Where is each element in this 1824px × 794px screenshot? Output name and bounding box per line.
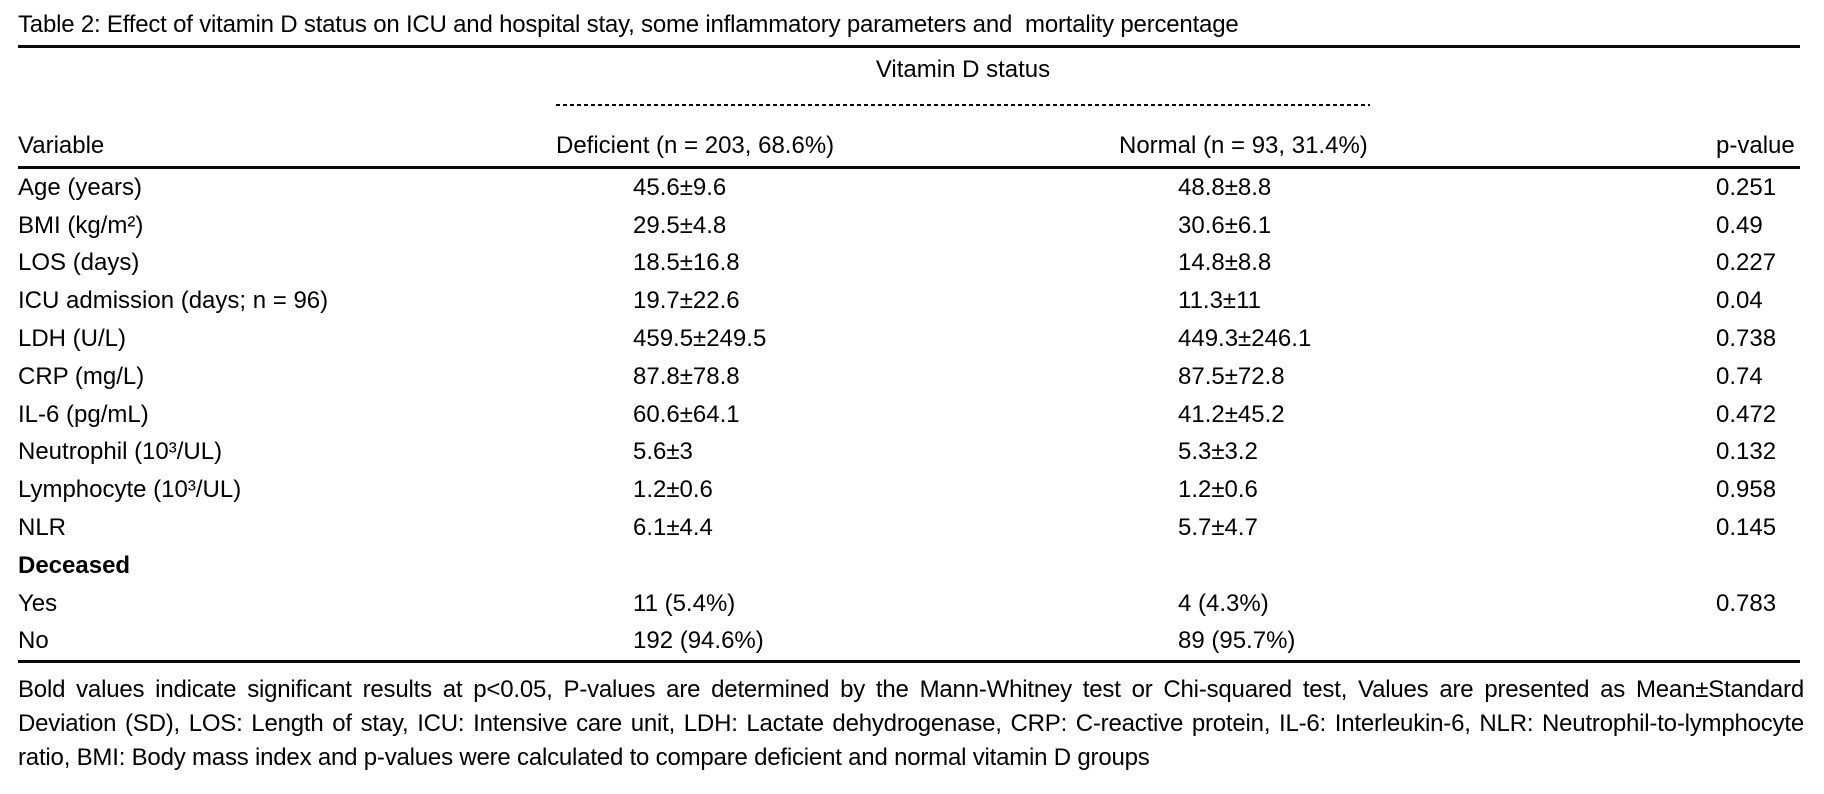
cell-variable: BMI (kg/m²) xyxy=(18,211,144,239)
table-row xyxy=(0,623,1824,661)
cell-deficient: 29.5±4.8 xyxy=(633,211,727,239)
cell-pvalue: 0.958 xyxy=(1716,476,1777,504)
table-row xyxy=(0,434,1824,472)
cell-normal: 5.7±4.7 xyxy=(1178,514,1258,542)
group-header-dashed-rule xyxy=(556,104,1370,106)
cell-normal: 87.5±72.8 xyxy=(1178,362,1285,390)
cell-deficient: 459.5±249.5 xyxy=(633,325,767,353)
table-row xyxy=(0,245,1824,283)
cell-normal: 4 (4.3%) xyxy=(1178,589,1269,617)
cell-pvalue: 0.74 xyxy=(1716,362,1763,390)
table-row xyxy=(0,207,1824,245)
cell-pvalue: 0.132 xyxy=(1716,438,1777,466)
column-header-normal: Normal (n = 93, 31.4%) xyxy=(1119,132,1368,159)
cell-normal: 5.3±3.2 xyxy=(1178,438,1258,466)
column-group-header: Vitamin D status xyxy=(875,56,1051,83)
column-header-variable: Variable xyxy=(18,132,105,159)
cell-deficient: 45.6±9.6 xyxy=(633,173,727,201)
table-row xyxy=(0,320,1824,358)
table-row xyxy=(0,396,1824,434)
table-row xyxy=(0,585,1824,623)
cell-variable: IL-6 (pg/mL) xyxy=(18,400,149,428)
cell-normal: 14.8±8.8 xyxy=(1178,249,1272,277)
table-footnote: Bold values indicate significant results at p<0.05, P-values are determined by the Mann-Whitney test or Chi-squared test, Values are presented as Mean±Standard Deviation (SD), LOS: Length of stay, ICU: Intensive care unit, LDH: Lactate dehydrogenase, CRP: C-reactive protein, IL-6: Interleukin-6, NLR: Neutrophil-to-lymphocyte ratio, BMI: Body mass index and p-values were calculated to compare deficient and normal vitamin D groups xyxy=(18,676,1804,771)
table-row xyxy=(0,471,1824,509)
cell-deficient: 18.5±16.8 xyxy=(633,249,740,277)
cell-variable: CRP (mg/L) xyxy=(18,362,145,390)
bottom-rule xyxy=(18,660,1800,663)
table-row xyxy=(0,358,1824,396)
cell-deficient: 1.2±0.6 xyxy=(633,476,713,504)
table-caption: Table 2: Effect of vitamin D status on ICU and hospital stay, some inflammatory parameters and mortality percentage xyxy=(18,11,1239,38)
cell-deficient: 6.1±4.4 xyxy=(633,514,713,542)
table-row-deceased-group xyxy=(0,547,1824,585)
cell-normal: 48.8±8.8 xyxy=(1178,173,1272,201)
cell-variable: Deceased xyxy=(18,551,131,579)
cell-variable: LDH (U/L) xyxy=(18,325,127,353)
cell-deficient: 11 (5.4%) xyxy=(633,589,736,617)
table-header-row xyxy=(0,132,1824,164)
cell-normal: 30.6±6.1 xyxy=(1178,211,1272,239)
cell-pvalue: 0.145 xyxy=(1716,514,1777,542)
cell-pvalue: 0.472 xyxy=(1716,400,1777,428)
cell-normal: 1.2±0.6 xyxy=(1178,476,1258,504)
cell-variable: Neutrophil (10³/UL) xyxy=(18,438,223,466)
table-row xyxy=(0,282,1824,320)
table-body xyxy=(0,169,1824,660)
cell-pvalue: 0.251 xyxy=(1716,173,1777,201)
cell-pvalue: 0.738 xyxy=(1716,325,1777,353)
cell-variable: NLR xyxy=(18,514,67,542)
cell-variable: Age (years) xyxy=(18,173,143,201)
cell-deficient: 192 (94.6%) xyxy=(633,627,764,655)
cell-pvalue: 0.227 xyxy=(1716,249,1777,277)
top-rule xyxy=(18,45,1800,48)
cell-normal: 41.2±45.2 xyxy=(1178,400,1285,428)
cell-normal: 449.3±246.1 xyxy=(1178,325,1312,353)
cell-deficient: 19.7±22.6 xyxy=(633,287,740,315)
cell-pvalue: 0.49 xyxy=(1716,211,1763,239)
column-header-deficient: Deficient (n = 203, 68.6%) xyxy=(556,132,835,159)
cell-variable: Yes xyxy=(18,589,58,617)
cell-deficient: 5.6±3 xyxy=(633,438,693,466)
cell-deficient: 87.8±78.8 xyxy=(633,362,740,390)
cell-normal: 11.3±11 xyxy=(1178,287,1262,315)
table-row xyxy=(0,169,1824,207)
cell-variable: No xyxy=(18,627,49,655)
column-header-pvalue: p-value xyxy=(1716,132,1795,159)
table-row xyxy=(0,509,1824,547)
cell-normal: 89 (95.7%) xyxy=(1178,627,1296,655)
cell-pvalue: 0.04 xyxy=(1716,287,1763,315)
cell-pvalue: 0.783 xyxy=(1716,589,1777,617)
cell-variable: ICU admission (days; n = 96) xyxy=(18,287,329,315)
cell-variable: Lymphocyte (10³/UL) xyxy=(18,476,242,504)
cell-deficient: 60.6±64.1 xyxy=(633,400,740,428)
cell-variable: LOS (days) xyxy=(18,249,140,277)
